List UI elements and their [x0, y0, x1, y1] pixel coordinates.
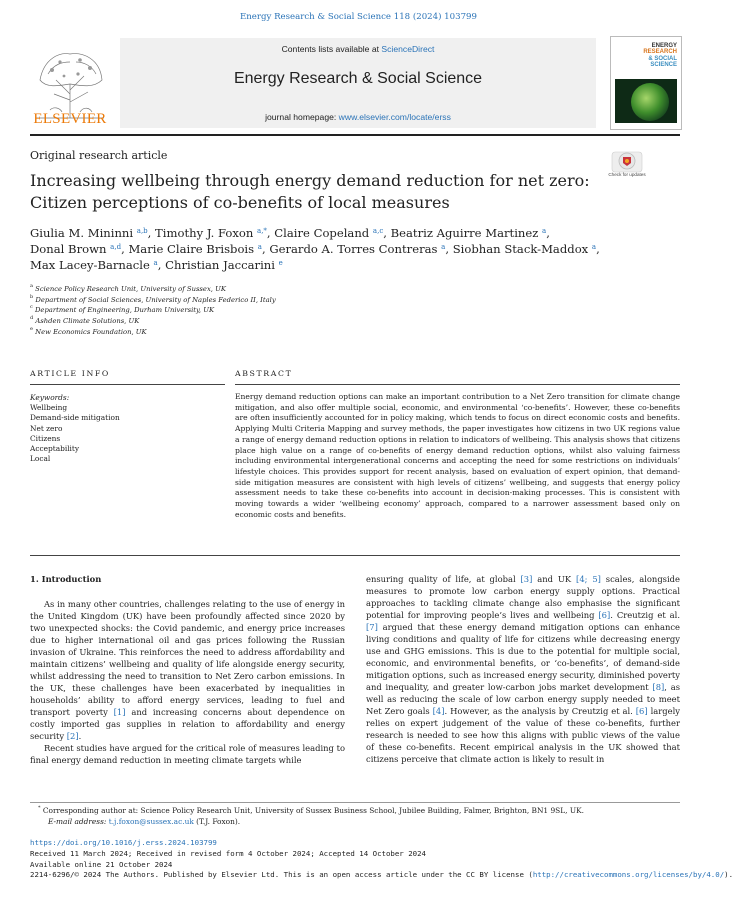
author[interactable]: Beatriz Aguirre Martinez $^a$ [390, 226, 547, 240]
citation-link[interactable]: [3] [520, 574, 533, 584]
keyword[interactable]: Wellbeing [30, 403, 68, 413]
available-online: Available online 21 October 2024 [30, 859, 173, 869]
paragraph: Recent studies have argued for the critical role of measures leading to final energy demand reduction in meeting climate targets while [30, 743, 345, 765]
sciencedirect-link[interactable]: ScienceDirect [381, 44, 435, 54]
article-info-heading: ARTICLE INFO [30, 369, 110, 378]
author-list: Giulia M. Mininni $^{a,b}$, Timothy J. Foxon $^{a,*}$, Claire Copeland $^{a,c}$, Beatriz Aguirre Martinez $^a$, Donal Brown $^{a,d}$, Marie Claire Brisbois $^a$, Gerardo A. Torres Contreras $^a$, Siobhan Stack-Maddox $^a$, Max Lacey-Barnacle $^a$, Christian Jaccarini $^e$ [30, 226, 600, 272]
keyword[interactable]: Demand-side mitigation [30, 413, 120, 423]
affiliation: $^c$ Department of Engineering, Durham University, UK [30, 304, 215, 315]
keyword[interactable]: Citizens [30, 433, 61, 443]
author[interactable]: Giulia M. Mininni $^{a,b}$ [30, 226, 148, 240]
citation-link[interactable]: [8] [652, 682, 665, 692]
keywords-label: Keywords: [30, 393, 70, 402]
elsevier-wordmark[interactable]: ELSEVIER [33, 111, 107, 127]
citation-link[interactable]: [7] [366, 622, 378, 632]
abstract-divider [235, 384, 680, 385]
corresponding-author: Corresponding author at: Science Policy Research Unit, University of Sussex Business School, Jubilee Building, Falmer, Brighton, BN1 9SL, UK. [42, 806, 584, 815]
citation-link[interactable]: [6] [598, 610, 611, 620]
received-dates: Received 11 March 2024; Received in revised form 4 October 2024; Accepted 14 October 2024 [30, 848, 427, 858]
abstract-text: Energy demand reduction options can make an important contribution to a Net Zero transition for climate change mitigation, and also offer multiple social, economic, and environmental ‘co-benefits’. However, these co-benefits are often insufficiently accounted for in policy making, which tends to focus on direct economic costs and benefits. Applying Multi Criteria Mapping and survey methods, the paper investigates how citizens in two UK regions value a range of energy demand reduction options in relation to indicators of wellbeing. This analysis shows that citizens place high value on a range of co-benefits of energy demand reduction options, whilst also valuing fairness including environmental intergenerational concerns and accepting the need for some restrictions on individuals’ lifestyle choices. This provides support for recent analysis, based on evaluation of expert opinion, that demand-side mitigation measures are consistent with high levels of citizens’ wellbeing, and suggests that energy policy assessment needs to take these co-benefits into account in decision-making processes. This is consistent with moving towards a wider ‘wellbeing economy’ approach, compared to a narrower assessment based only on economic costs and benefits. [235, 392, 680, 519]
contents-line: Contents lists available at ScienceDirect [281, 44, 435, 54]
cover-title: ENERGY RESEARCH & SOCIAL SCIENCE [643, 43, 677, 69]
author[interactable]: Gerardo A. Torres Contreras $^a$ [269, 242, 446, 256]
author[interactable]: Max Lacey-Barnacle $^a$ [30, 258, 158, 272]
affiliation-list [30, 284, 630, 338]
author[interactable]: Claire Copeland $^{a,c}$ [274, 226, 384, 240]
article-info-divider [30, 384, 225, 385]
author[interactable]: Christian Jaccarini $^e$ [165, 258, 283, 272]
keywords-block [30, 393, 220, 464]
citation-link[interactable]: [1] [113, 707, 126, 717]
cover-globe-image [631, 83, 669, 121]
citation-link[interactable]: [4; 5] [576, 574, 601, 584]
citation-link[interactable]: [6] [635, 706, 648, 716]
header-divider [30, 134, 680, 136]
journal-banner [120, 38, 596, 128]
footnote: * Corresponding author at: Science Policy Research Unit, University of Sussex Business School, Jubilee Building, Falmer, Brighton, BN1 9SL, UK. E-mail address: t.j.foxon@sussex.ac.uk (T.J. Foxon). [38, 805, 584, 826]
license-link[interactable]: http://creativecommons.org/licenses/by/4.0/ [532, 870, 725, 880]
citation-link[interactable]: [2] [66, 731, 79, 741]
affiliation: $^e$ New Economics Foundation, UK [30, 325, 147, 336]
body-right-column [366, 573, 680, 765]
journal-name: Energy Research & Social Science [233, 70, 483, 87]
affiliation: $^b$ Department of Social Sciences, University of Naples Federico II, Italy [30, 293, 276, 304]
footnote-divider [30, 802, 680, 803]
paragraph: As in many other countries, challenges relating to the use of energy in the United Kingdom (UK) have been profoundly affected since 2020 by two unexpected shocks: the Covid pandemic, and energy price increases due to higher international oil and gas prices following the Russian invasion of Ukraine. This reinforces the need to address affordability and maintain citizens’ wellbeing and quality of life alongside energy security, whilst addressing the need to transition to Net Zero carbon emissions. In the UK, these challenges have been exacerbated by inequalities in households’ ability to afford energy services, leading to fuel and transport poverty [1] and increasing concerns about dependence on costly imported gas supplies in relation to affordability and energy security [2]. [30, 599, 345, 741]
section-heading-introduction: 1. Introduction [30, 574, 102, 584]
paragraph: ensuring quality of life, at global [3] and UK [4; 5] scales, alongside measures to promote low carbon energy supply options. Practical approaches to tackling climate change also emphasise the significant potential for improving people’s lives and wellbeing [6]. Creutzig et al. [7] argued that these energy demand mitigation options can enhance living conditions and quality of life for citizens while decreasing energy use and GHG emissions. This is due to the potential for multiple social, economic, and environmental benefits, or ‘co-benefits’, of demand-side mitigation options, such as increased energy security, diminished poverty and inequality, and greater low-carbon jobs market development [8], as well as reducing the scale of low carbon energy supply needed to meet Net Zero goals [4]. However, as the analysis by Creutzig et al. [6] largely relies on expert judgement of the value of these co-benefits, further research is needed to see how this aligns with public views of the value of these co-benefits. Recent empirical analysis in the UK showed that citizens perceive that climate action is likely to result in [366, 574, 680, 764]
journal-reference[interactable]: Energy Research & Social Science 118 (2024) 103799 [239, 12, 477, 22]
body-left-column [30, 598, 345, 766]
journal-homepage: journal homepage: www.elsevier.com/locate/erss [265, 112, 451, 122]
citation-link[interactable]: [4] [432, 706, 445, 716]
author[interactable]: Donal Brown $^{a,d}$ [30, 242, 122, 256]
author[interactable]: Siobhan Stack-Maddox $^a$ [452, 242, 597, 256]
check-for-updates-label[interactable]: Check for updates [608, 172, 646, 177]
doi-link[interactable]: https://doi.org/10.1016/j.erss.2024.103799 [30, 838, 217, 847]
affiliation: $^d$ Ashden Climate Solutions, UK [30, 315, 140, 326]
article-title: Increasing wellbeing through energy demand reduction for net zero: Citizen perceptions of co-benefits of local measures [30, 171, 590, 212]
email-link[interactable]: t.j.foxon@sussex.ac.uk [108, 817, 194, 826]
journal-cover-thumbnail[interactable] [610, 36, 682, 130]
keyword[interactable]: Local [30, 454, 51, 464]
keyword[interactable]: Net zero [30, 423, 63, 433]
keyword[interactable]: Acceptability [30, 444, 80, 454]
abstract-heading: ABSTRACT [235, 369, 293, 378]
publication-info [30, 838, 733, 881]
article-type: Original research article [30, 149, 168, 162]
homepage-link[interactable]: www.elsevier.com/locate/erss [338, 112, 451, 122]
license-statement: 2214-6296/© 2024 The Authors. Published by Elsevier Ltd. This is an open access article under the CC BY license (http://creativecommons.org/licenses/by/4.0/). [30, 870, 733, 880]
affiliation: $^a$ Science Policy Research Unit, University of Sussex, UK [30, 283, 226, 293]
author[interactable]: Timothy J. Foxon $^{a,*}$ [155, 226, 267, 240]
check-for-updates-icon[interactable] [609, 151, 645, 187]
author[interactable]: Marie Claire Brisbois $^a$ [128, 242, 262, 256]
abstract-bottom-divider [30, 555, 680, 556]
